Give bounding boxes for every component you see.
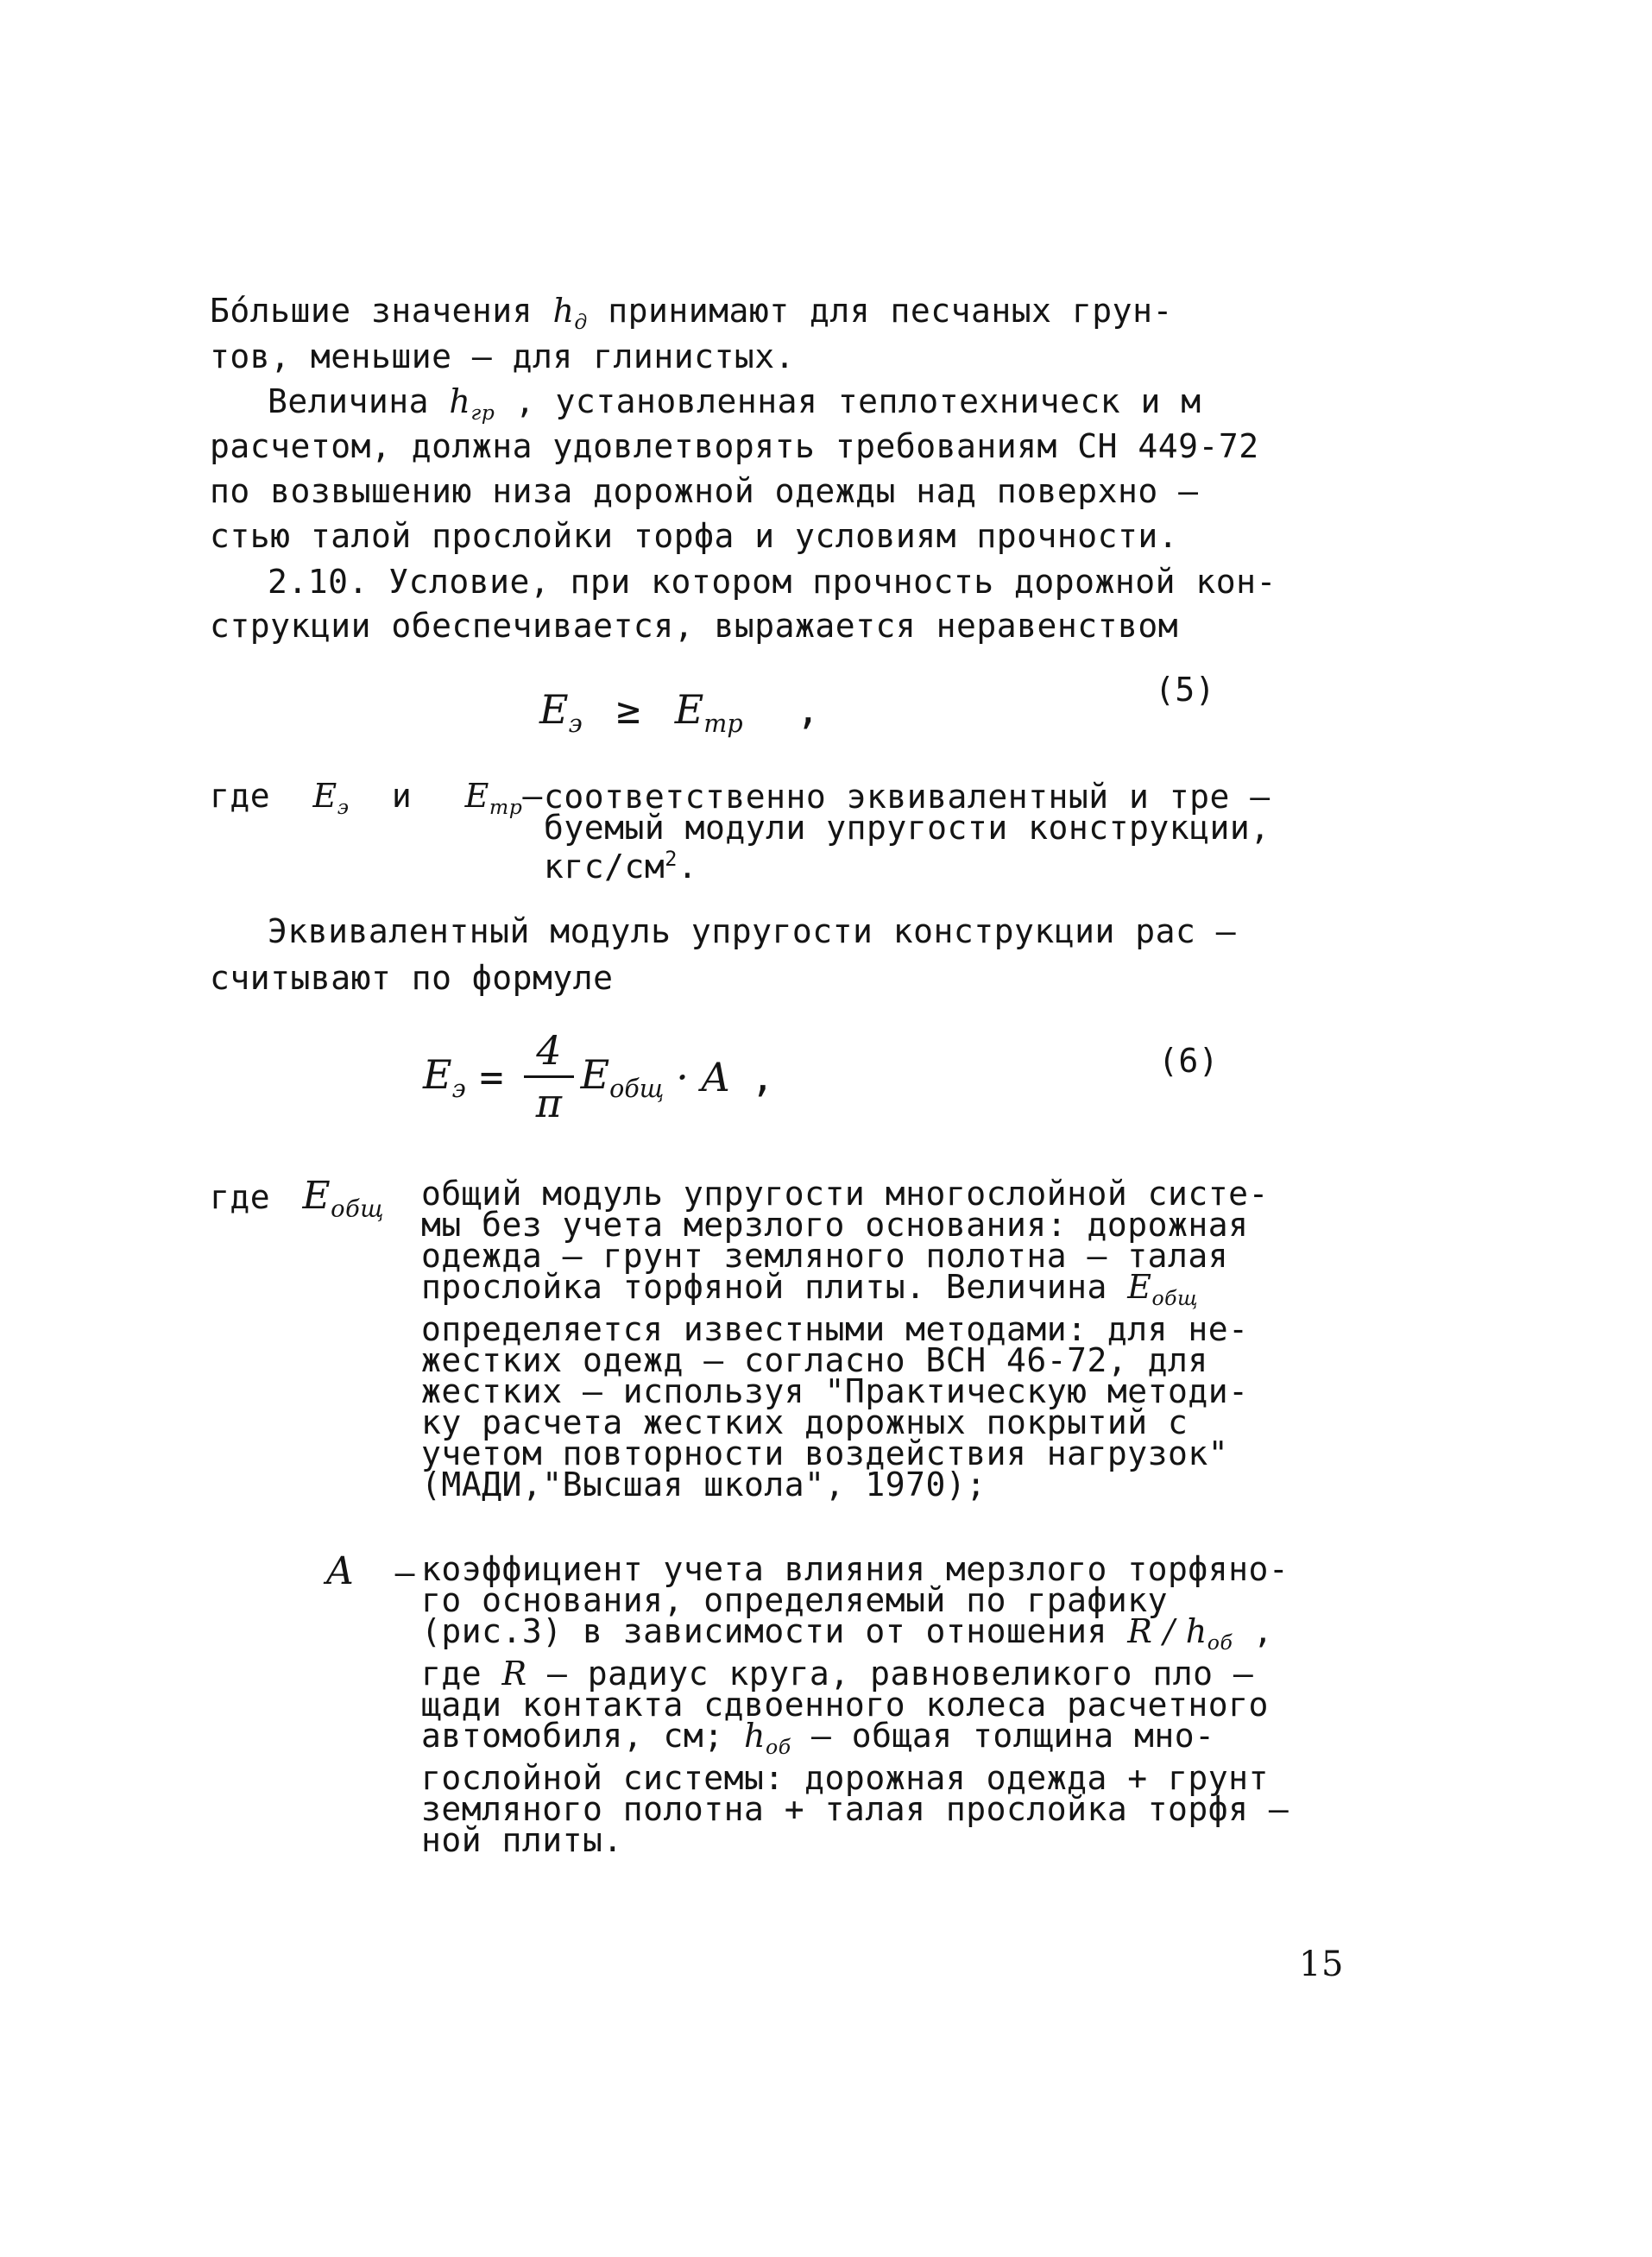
symbol-h-gr	[449, 382, 495, 426]
text-fragment: и	[391, 777, 413, 815]
text-fragment: , установленная теплотехническ и м	[495, 382, 1201, 420]
equation-number-6: (6)	[1158, 1042, 1220, 1080]
text-fragment: – радиус круга, равновеликого пло –	[526, 1655, 1254, 1693]
symbol-subscript: э	[337, 795, 350, 820]
punctuation: ,	[750, 1053, 775, 1100]
text-line	[544, 843, 1271, 886]
text-line: 2.10. Условие, при котором прочность дорожной кон-	[268, 563, 1277, 601]
symbol-base: h	[449, 382, 471, 420]
text-line	[421, 1268, 1269, 1314]
page-number: 15	[1299, 1945, 1344, 1984]
symbol-e-tr	[674, 686, 743, 738]
text-fragment: (рис.3) в зависимости от отношения	[421, 1612, 1128, 1650]
text-fragment: – общая толщина мно-	[791, 1717, 1215, 1756]
text-fragment: Бóльшие значения	[210, 292, 553, 330]
text-line: коэффициент учета влияния мерзлого торфяно-	[421, 1550, 1289, 1588]
text-line: гослойной системы: дорожная одежда + грунт	[421, 1759, 1269, 1798]
definition-lead	[326, 1549, 415, 1593]
symbol-subscript: общ	[331, 1195, 385, 1223]
text-line: считывают по формуле	[210, 959, 614, 997]
symbol-base: h	[552, 292, 575, 330]
text-fragment: Величина	[268, 382, 450, 420]
symbol-e-obsh	[302, 1174, 385, 1223]
text-line: общий модуль упругости многослойной систе-	[421, 1175, 1269, 1213]
symbol-base: E	[312, 777, 337, 815]
symbol-base: R / h	[1127, 1612, 1207, 1650]
text-line	[268, 382, 1201, 425]
text-line: земляного полотна + талая прослойка торфя –	[421, 1790, 1289, 1829]
symbol-a: A	[326, 1549, 355, 1593]
punctuation: ,	[796, 686, 820, 733]
definition-body	[544, 778, 1271, 886]
text-line: расчетом, должна удовлетворять требованиям СН 449-72	[210, 427, 1259, 465]
symbol-base: E	[302, 1174, 331, 1218]
symbol-subscript: об	[1207, 1630, 1233, 1655]
symbol-subscript: об	[766, 1735, 791, 1760]
symbol-e-tr	[464, 777, 523, 820]
equation-number-5: (5)	[1155, 671, 1216, 709]
symbol-subscript: э	[451, 1074, 466, 1103]
text-line	[210, 292, 1173, 334]
symbol-base: E	[464, 777, 489, 815]
text-line	[421, 1612, 1289, 1658]
formula-5	[539, 686, 820, 738]
text-line: жестких – используя "Практическую методи-	[421, 1372, 1249, 1411]
text-line: определяется известными методами: для не-	[421, 1310, 1249, 1349]
operator: · A	[676, 1053, 730, 1100]
text-line: тов, меньшие – для глинистых.	[210, 337, 795, 375]
text-fragment: –	[522, 777, 543, 815]
text-line: соответственно эквивалентный и тре –	[544, 778, 1271, 816]
text-fragment: где	[421, 1655, 502, 1693]
symbol-base: E	[674, 686, 704, 733]
text-line: струкции обеспечивается, выражается неравенством	[210, 607, 1179, 645]
symbol-e-obsh	[1127, 1268, 1199, 1311]
text-fragment: .	[677, 848, 698, 886]
symbol-base: E	[1127, 1268, 1152, 1306]
symbol-subscript: гр	[470, 400, 495, 426]
text-line: щади контакта сдвоенного колеса расчетного	[421, 1686, 1269, 1724]
text-line: одежда – грунт земляного полотна – талая	[421, 1237, 1229, 1275]
text-fragment: прослойка торфяной плиты. Величина	[421, 1268, 1128, 1306]
operator: ≥	[616, 686, 640, 733]
definition-lead	[210, 777, 543, 819]
text-line: ку расчета жестких дорожных покрытий с	[421, 1403, 1189, 1442]
text-line: (МАДИ,"Высшая школа", 1970);	[421, 1466, 987, 1504]
definition-body	[421, 1550, 1289, 1860]
text-line: по возвышению низа дорожной одежды над поверхно –	[210, 472, 1199, 510]
superscript: 2	[665, 847, 678, 871]
text-fragment: ,	[1233, 1612, 1274, 1650]
text-line: ной плиты.	[421, 1821, 623, 1860]
symbol-e-obsh	[581, 1051, 665, 1103]
symbol-e-e	[423, 1051, 466, 1103]
text-line: стью талой прослойки торфа и условиям прочности.	[210, 517, 1179, 555]
symbol-subscript: тр	[489, 795, 523, 820]
symbol-r-over-h	[1127, 1612, 1233, 1655]
operator: =	[479, 1053, 504, 1100]
text-line: буемый модули упругости конструкции,	[544, 809, 1271, 847]
symbol-subscript: д	[574, 310, 588, 335]
text-line: Эквивалентный модуль упругости конструкции рас –	[268, 912, 1237, 950]
text-fragment: принимают для песчаных грун-	[587, 292, 1173, 330]
text-fragment: где	[210, 1178, 271, 1216]
symbol-base: h	[744, 1717, 766, 1756]
text-line: учетом повторности воздействия нагрузок"	[421, 1434, 1229, 1473]
text-fragment: –	[394, 1554, 416, 1592]
symbol-base: E	[423, 1050, 452, 1098]
fraction-numerator: 4	[524, 1027, 573, 1078]
text-line: го основания, определяемый по графику	[421, 1581, 1168, 1619]
symbol-subscript: общ	[609, 1074, 665, 1103]
text-fragment: кгс/см	[544, 848, 665, 886]
symbol-h-ob	[744, 1717, 791, 1760]
symbol-e-e	[539, 686, 583, 738]
text-line: мы без учета мерзлого основания: дорожная	[421, 1206, 1249, 1244]
definition-lead	[210, 1174, 384, 1223]
symbol-base: E	[539, 686, 569, 733]
fraction-denominator: π	[535, 1080, 563, 1126]
text-line	[421, 1717, 1289, 1762]
symbol-subscript: э	[568, 709, 583, 738]
symbol-base: E	[580, 1050, 610, 1098]
symbol-h-d	[552, 292, 588, 335]
text-fragment: автомобиля, см;	[421, 1717, 745, 1756]
symbol-e-e	[312, 777, 350, 820]
symbol-r: R	[501, 1655, 527, 1693]
text-fragment: где	[210, 777, 271, 815]
definition-body	[421, 1175, 1269, 1504]
symbol-subscript: общ	[1151, 1286, 1199, 1311]
fraction	[524, 1027, 573, 1126]
symbol-subscript: тр	[703, 709, 743, 738]
text-line	[421, 1655, 1289, 1693]
formula-6	[423, 1027, 774, 1126]
text-line: жестких одежд – согласно ВСН 46-72, для	[421, 1341, 1208, 1380]
